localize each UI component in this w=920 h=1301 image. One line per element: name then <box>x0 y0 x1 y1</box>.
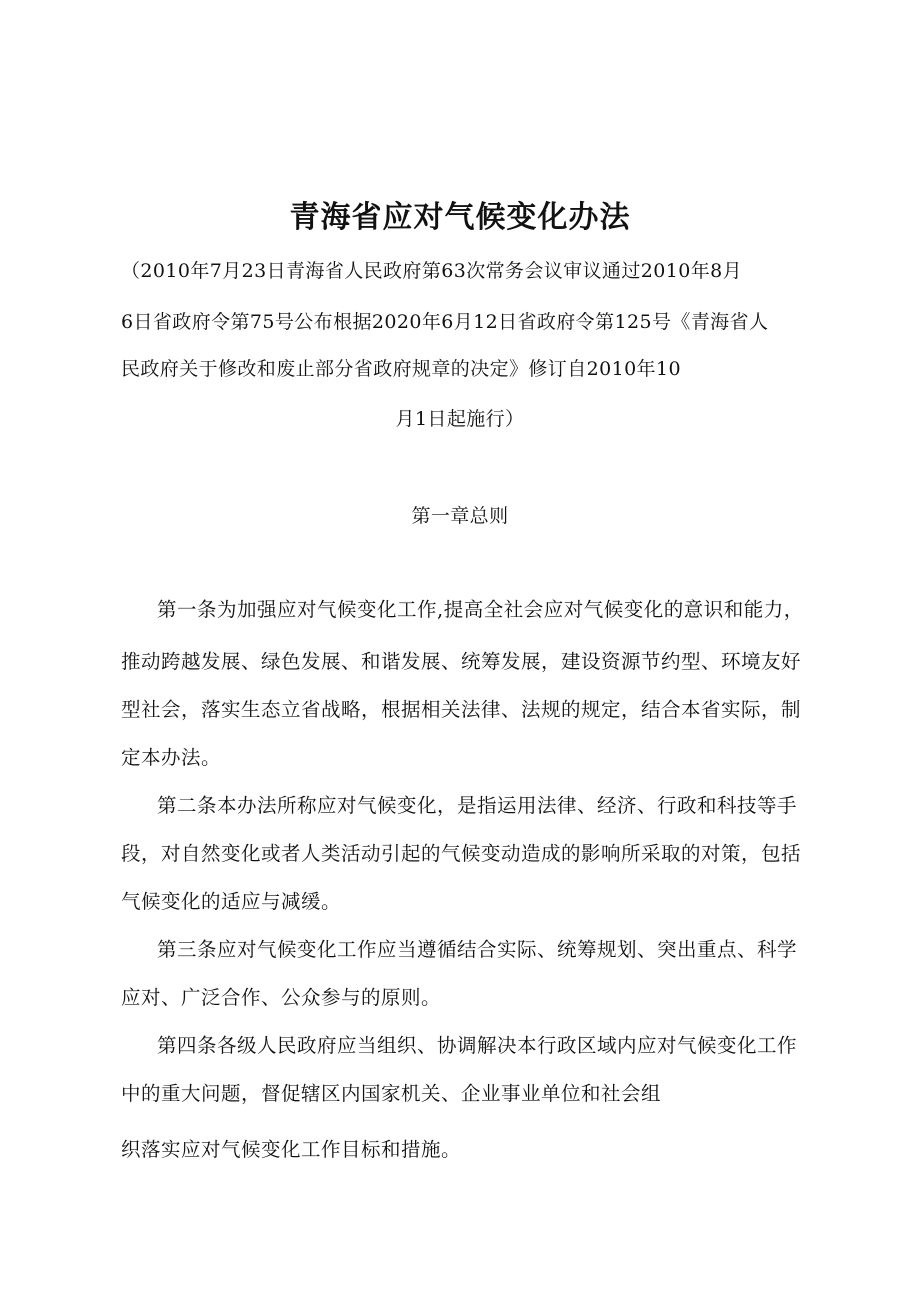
article-1-line-3: 型社会，落实生态立省战略，根据相关法律、法规的规定，结合本省实际，制 <box>121 698 802 721</box>
subtitle-line-3: 民政府关于修改和废止部分省政府规章的决定》修订自2010年10 <box>121 358 681 380</box>
article-1-line-2: 推动跨越发展、绿色发展、和谐发展、统筹发展，建设资源节约型、环境友好 <box>121 650 802 673</box>
article-3-line-2: 应对、广泛合作、公众参与的原则。 <box>121 986 442 1009</box>
article-4-line-3: 织落实应对气候变化工作目标和措施。 <box>121 1138 462 1161</box>
article-2-line-1: 第二条本办法所称应对气候变化，是指运用法律、经济、行政和科技等手 <box>157 794 798 817</box>
article-4-line-2: 中的重大问题，督促辖区内国家机关、企业事业单位和社会组 <box>121 1082 662 1105</box>
article-1-line-1: 第一条为加强应对气候变化工作,提高全社会应对气候变化的意识和能力， <box>157 598 804 621</box>
article-1-line-4: 定本办法。 <box>121 746 222 769</box>
article-2-line-3: 气候变化的适应与减缓。 <box>121 890 342 913</box>
subtitle-line-2: 6日省政府令第75号公布根据2020年6月12日省政府令第125号《青海省人 <box>121 311 769 333</box>
document-title: 青海省应对气候变化办法 <box>289 200 631 235</box>
chapter-heading: 第一章总则 <box>411 505 509 527</box>
article-2-line-2: 段，对自然变化或者人类活动引起的气候变动造成的影响所采取的对策，包括 <box>121 842 802 865</box>
article-3-line-1: 第三条应对气候变化工作应当遵循结合实际、统筹规划、突出重点、科学 <box>157 938 798 961</box>
subtitle-line-4: 月1日起施行） <box>395 408 525 430</box>
article-4-line-1: 第四条各级人民政府应当组织、协调解决本行政区域内应对气候变化工作 <box>157 1034 798 1057</box>
subtitle-line-1: （2010年7月23日青海省人民政府第63次常务会议审议通过2010年8月 <box>121 260 743 282</box>
